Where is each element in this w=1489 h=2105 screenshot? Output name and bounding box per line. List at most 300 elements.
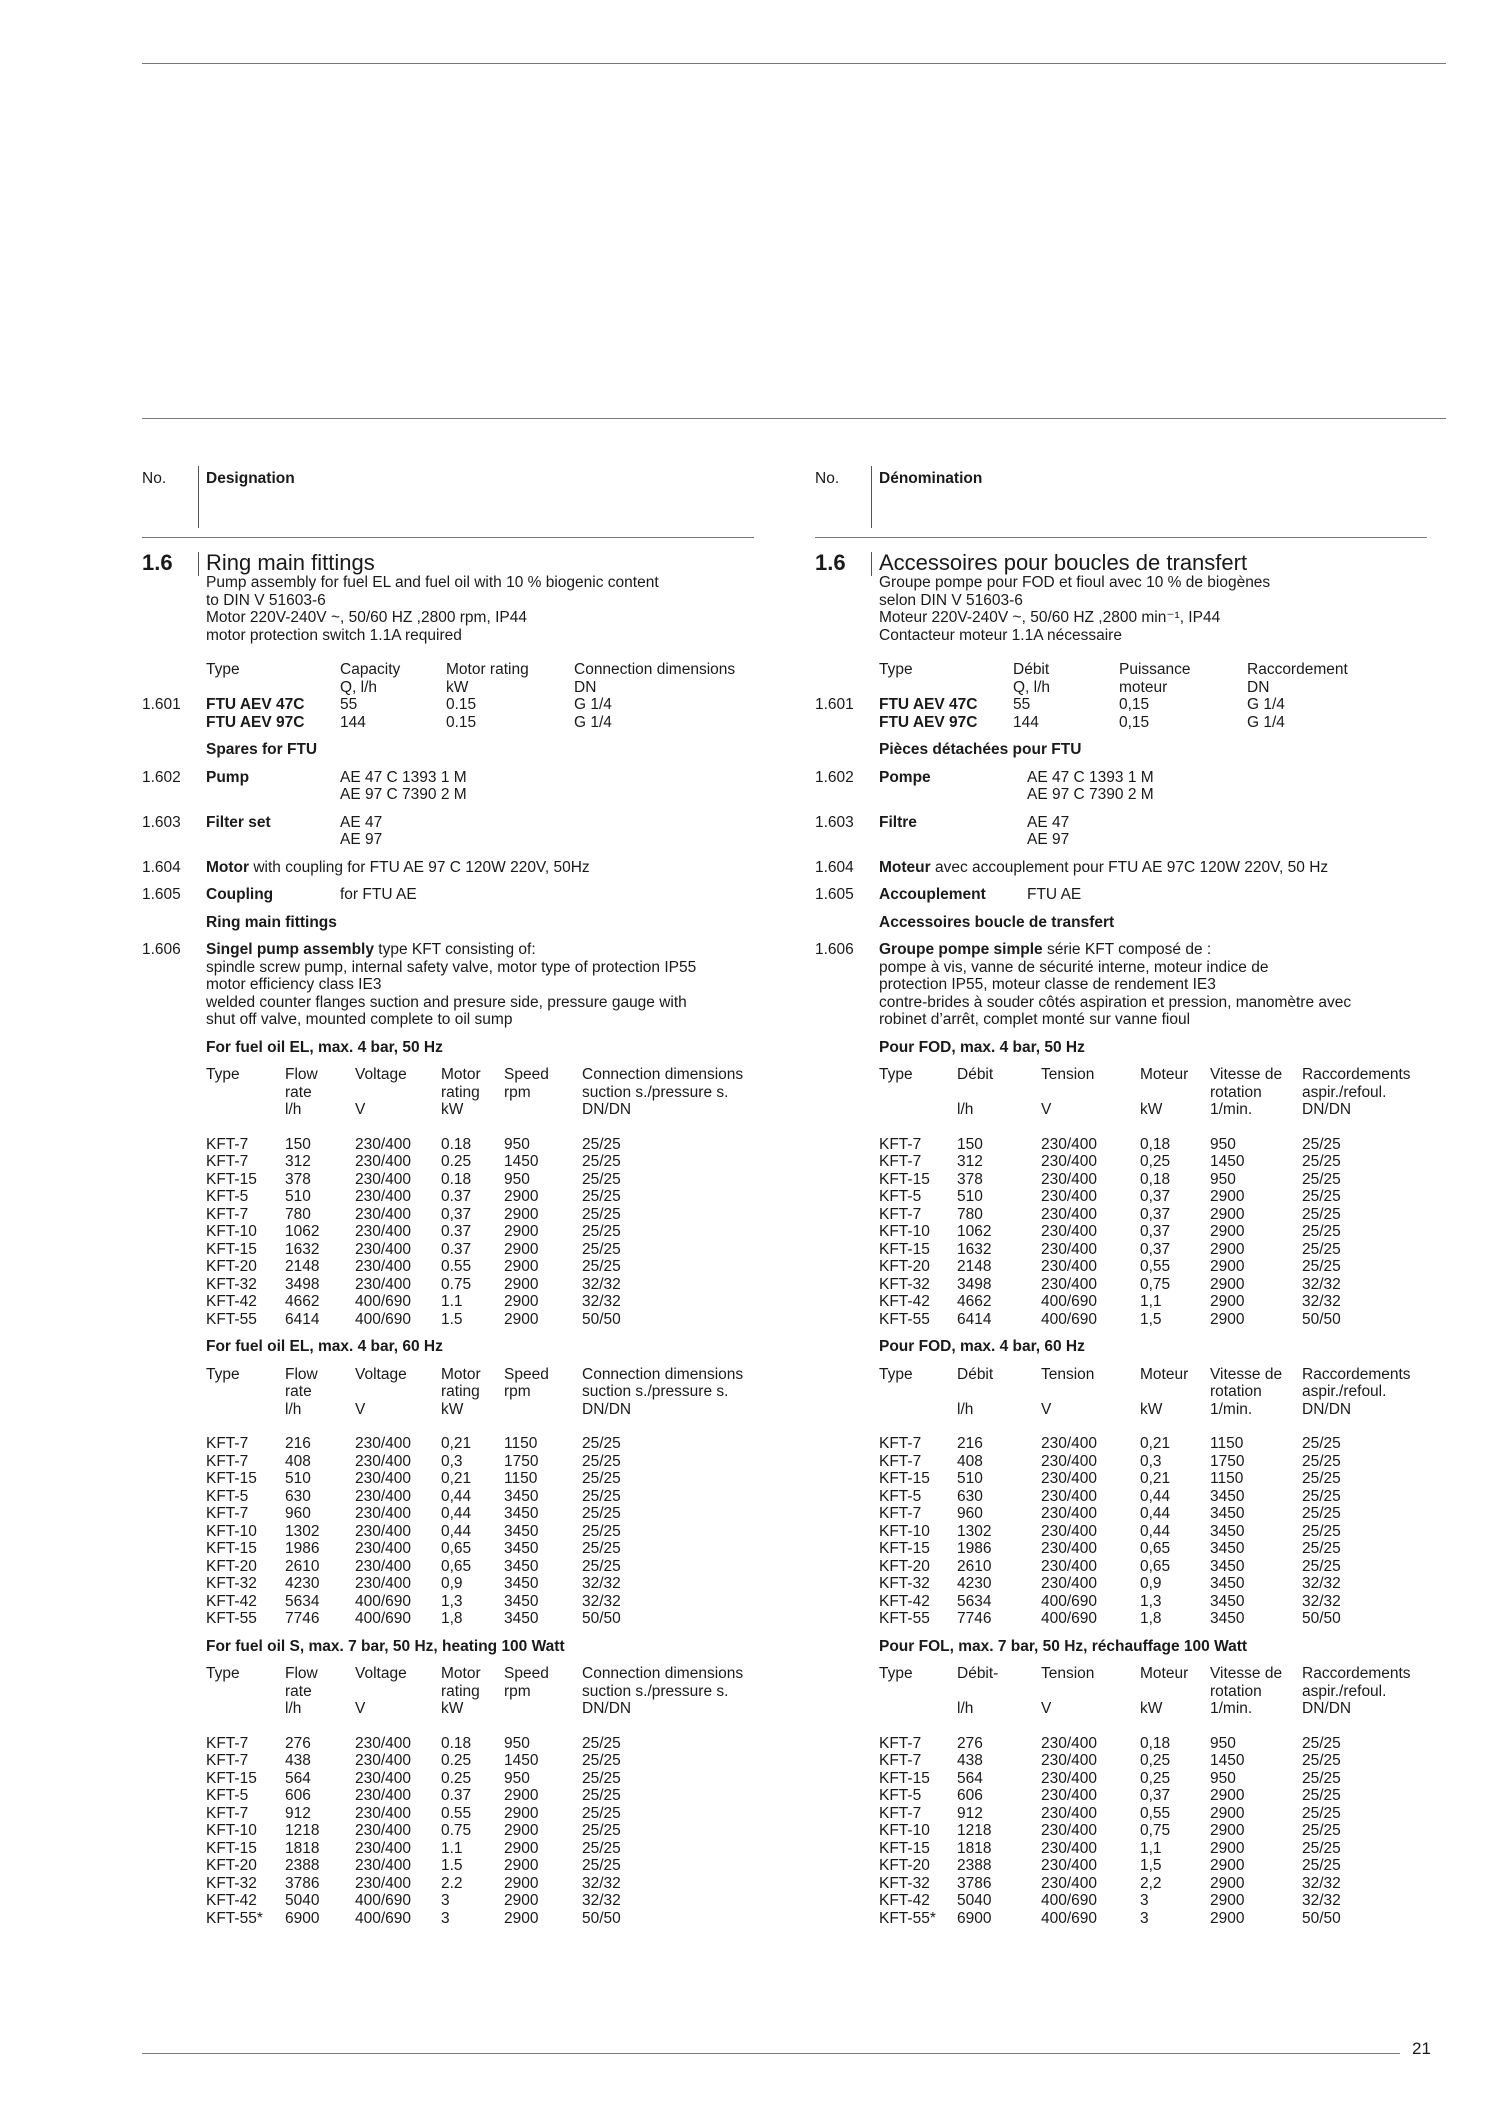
table-cell: 230/400	[1041, 1822, 1098, 1839]
table-cell: 230/400	[1041, 1874, 1098, 1892]
table-header-cell: Raccordements aspir./refoul. DN/DN	[1302, 1665, 1411, 1717]
table-cell: 2900	[1210, 1188, 1245, 1205]
table-cell: 400/690	[355, 1610, 412, 1627]
motor-body	[206, 859, 754, 877]
table-header-cell: Vitesse de rotation 1/min.	[1210, 1066, 1283, 1118]
table-cell: 150	[957, 1135, 983, 1153]
table-cell: 0,65	[441, 1557, 472, 1575]
table-cell: 32/32	[1302, 1575, 1341, 1592]
table-cell: 950	[1210, 1170, 1236, 1188]
table-cell: 230/400	[355, 1275, 412, 1293]
spacer	[815, 1655, 1427, 1665]
table-cell: 2900	[504, 1857, 539, 1874]
table-cell: 32/32	[582, 1592, 621, 1610]
table-body-row	[815, 1435, 1427, 1628]
table-header-cell: Speed rpm	[504, 1066, 549, 1101]
ftu-header-cell: Motor rating kW	[446, 661, 529, 696]
table-cell: 0,75	[1140, 1275, 1171, 1293]
table-cell: 1218	[957, 1822, 992, 1839]
table-cell: 5634	[285, 1592, 320, 1610]
table-title: Pour FOD, max. 4 bar, 60 Hz	[879, 1338, 1085, 1355]
table-cell: 400/690	[355, 1892, 412, 1909]
table-cell: 912	[285, 1804, 311, 1822]
coupling-body	[879, 886, 1427, 904]
table-header	[879, 1066, 1427, 1119]
table-cell: 2900	[1210, 1804, 1245, 1822]
table-cell: 2900	[504, 1822, 539, 1839]
table-cell: 378	[285, 1170, 311, 1188]
spacer	[142, 1056, 754, 1066]
table-body	[206, 1735, 754, 1928]
table-cell: 1450	[504, 1153, 539, 1170]
table-body	[879, 1435, 1427, 1628]
table-cell: 2900	[1210, 1205, 1245, 1223]
table-cell: 0,37	[1140, 1205, 1171, 1223]
table-cell: 950	[1210, 1135, 1236, 1153]
table-title-row	[815, 1039, 1427, 1057]
motor-text: with coupling for FTU AE 97 C 120W 220V, 50Hz	[249, 858, 590, 876]
table-cell: 0,37	[1140, 1223, 1171, 1240]
coupling-name: Accouplement	[879, 886, 986, 903]
motor-item	[815, 859, 1427, 877]
table-cell: 0,55	[1140, 1258, 1171, 1275]
table-cell: 400/690	[355, 1310, 412, 1328]
table-cell: KFT-15	[879, 1470, 930, 1487]
header-designation: Designation	[206, 470, 295, 487]
table-cell: KFT-5	[206, 1188, 249, 1205]
item-number: 1.602	[815, 768, 854, 786]
coupling-body	[206, 886, 754, 904]
table-body-row	[142, 1735, 754, 1928]
table-cell: 0.18	[441, 1135, 472, 1153]
table-cell: 32/32	[582, 1874, 621, 1892]
ftu-header	[206, 661, 754, 696]
single-pump-body	[206, 941, 754, 1029]
table-cell: 3450	[504, 1540, 539, 1557]
table-cell: 25/25	[582, 1487, 621, 1505]
table-cell: 3450	[1210, 1610, 1245, 1627]
table-cell: 216	[957, 1435, 983, 1452]
motor-name: Moteur	[879, 858, 931, 876]
table-cell: 400/690	[1041, 1293, 1098, 1310]
single-pump-body	[879, 941, 1427, 1029]
table-header-row	[142, 1066, 754, 1119]
table-title-row	[142, 1039, 754, 1057]
table-cell: 230/400	[355, 1452, 412, 1470]
table-cell: KFT-42	[879, 1293, 930, 1310]
table-cell: 32/32	[1302, 1874, 1341, 1892]
table-cell: 0,37	[441, 1205, 472, 1223]
table-cell: KFT-20	[206, 1258, 257, 1275]
motor-item	[142, 859, 754, 877]
table-cell: 1986	[957, 1540, 992, 1557]
table-header-cell: Voltage V	[355, 1365, 407, 1418]
ftu-cell: G 1/4	[1247, 713, 1285, 731]
table-cell: 7746	[957, 1610, 992, 1627]
table-cell: 2900	[1210, 1874, 1245, 1892]
table-cell: 3450	[1210, 1557, 1245, 1575]
ftu-header-row	[815, 661, 1427, 696]
table-title: For fuel oil EL, max. 4 bar, 50 Hz	[206, 1038, 443, 1056]
table-cell: 25/25	[1302, 1223, 1341, 1240]
table-cell: 230/400	[1041, 1787, 1098, 1804]
table-cell: 0,55	[1140, 1804, 1171, 1822]
table-header-cell: Tension V	[1041, 1066, 1095, 1118]
table-cell: 25/25	[1302, 1170, 1341, 1188]
table-body-row	[815, 1136, 1427, 1329]
table-cell: 0.55	[441, 1258, 472, 1275]
table-cell: 2900	[504, 1787, 539, 1804]
header-no: No.	[142, 470, 167, 487]
table-cell: 25/25	[1302, 1857, 1341, 1874]
table-cell: 230/400	[1041, 1188, 1098, 1205]
spare-item	[815, 814, 1427, 849]
table-cell: KFT-55*	[879, 1909, 936, 1927]
ftu-header-cell: Capacity Q, l/h	[340, 661, 401, 696]
table-cell: 2900	[504, 1240, 539, 1258]
table-cell: 312	[957, 1153, 983, 1170]
table-cell: 2900	[504, 1804, 539, 1822]
table-header-cell: Type	[879, 1365, 913, 1383]
table-cell: 0,18	[1140, 1135, 1171, 1153]
coupling-item	[815, 886, 1427, 904]
table-cell: 2900	[1210, 1275, 1245, 1293]
spacer	[142, 849, 754, 859]
spacer	[142, 904, 754, 914]
item-number: 1.603	[815, 813, 854, 831]
table-cell: 1150	[1210, 1470, 1244, 1487]
table-cell: 0,37	[1140, 1787, 1171, 1804]
table-cell: KFT-42	[206, 1592, 257, 1610]
table-cell: 25/25	[1302, 1522, 1341, 1540]
top-rule	[142, 63, 1446, 64]
spare-value: AE 47 C 1393 1 M AE 97 C 7390 2 M	[1027, 768, 1154, 803]
table-cell: 564	[285, 1769, 311, 1787]
spacer	[142, 931, 754, 941]
table-cell: 2900	[1210, 1240, 1245, 1258]
table-cell: 3450	[504, 1610, 539, 1627]
table-cell: 1,3	[1140, 1592, 1162, 1610]
table-cell: 230/400	[355, 1505, 412, 1522]
single-pump-text: série KFT composé de : pompe à vis, vanne de sécurité interne, moteur indice de protection IP55, moteur classe de rendement IE3 contre-brides à souder côtés aspiration et pression, manomètre avec robinet d’arrêt, complet monté sur vanne fioul	[879, 941, 1352, 1028]
section-1-6	[815, 552, 1427, 644]
table-cell: 25/25	[1302, 1804, 1341, 1822]
ftu-header-cell: Débit Q, l/h	[1013, 661, 1051, 696]
table-header-cell: Débit- l/h	[957, 1665, 999, 1717]
table-cell: 276	[957, 1734, 983, 1752]
table-cell: 4230	[957, 1575, 992, 1592]
table-header-cell: Type	[206, 1665, 240, 1682]
table-header-cell: Tension V	[1041, 1665, 1095, 1717]
table-cell: 0,9	[441, 1575, 463, 1592]
table-cell: 2900	[1210, 1822, 1245, 1839]
table-cell: KFT-10	[206, 1223, 257, 1240]
table-header-cell: Flow rate l/h	[285, 1665, 318, 1717]
table-cell: KFT-15	[879, 1839, 930, 1857]
table-cell: 4662	[285, 1293, 320, 1310]
table-cell: 230/400	[355, 1769, 412, 1787]
table-cell: 230/400	[1041, 1540, 1098, 1557]
table-cell: 2900	[1210, 1293, 1245, 1310]
table-cell: 230/400	[355, 1734, 412, 1752]
table-cell: 400/690	[1041, 1610, 1098, 1627]
table-cell: 3786	[957, 1874, 992, 1892]
table-cell: 3	[1140, 1909, 1149, 1927]
spacer	[142, 804, 754, 814]
table-cell: 0.55	[441, 1804, 472, 1822]
table-cell: KFT-15	[879, 1769, 930, 1787]
spares-title-row	[815, 741, 1427, 759]
table-cell: 960	[285, 1505, 311, 1522]
table-header	[879, 1366, 1427, 1419]
single-pump-name: Singel pump assembly	[206, 941, 374, 958]
table-cell: KFT-7	[206, 1734, 249, 1752]
table-cell: 230/400	[1041, 1223, 1098, 1240]
table-title-row	[142, 1338, 754, 1356]
table-cell: 230/400	[1041, 1575, 1098, 1592]
table-cell: 25/25	[1302, 1505, 1341, 1522]
table-cell: 1,5	[1140, 1857, 1162, 1874]
table-cell: 25/25	[582, 1170, 621, 1188]
spacer	[142, 731, 754, 741]
table-body	[879, 1735, 1427, 1928]
table-cell: 230/400	[1041, 1153, 1098, 1170]
table-cell: KFT-10	[206, 1522, 257, 1540]
table-cell: 0,75	[1140, 1822, 1171, 1839]
table-title-row	[142, 1638, 754, 1656]
spare-value: AE 47 AE 97	[1027, 813, 1070, 848]
table-cell: 25/25	[1302, 1769, 1341, 1787]
section-title: Accessoires pour boucles de transfert	[879, 550, 1248, 575]
table-cell: 32/32	[1302, 1293, 1341, 1310]
table-cell: 230/400	[355, 1787, 412, 1804]
item-number: 1.601	[142, 696, 181, 713]
table-cell: 400/690	[355, 1592, 412, 1610]
table-cell: 0,21	[1140, 1435, 1171, 1452]
table-cell: 0,44	[441, 1522, 472, 1540]
table-cell: 3	[1140, 1892, 1149, 1909]
table-body-row	[815, 1735, 1427, 1928]
coupling-item	[142, 886, 754, 904]
table-cell: 230/400	[1041, 1505, 1098, 1522]
spare-name: Pompe	[879, 768, 931, 786]
table-cell: 960	[957, 1505, 983, 1522]
table-header-cell: Connection dimensions suction s./pressure s. DN/DN	[582, 1066, 744, 1118]
ftu-header-cell: Puissance moteur	[1119, 661, 1191, 696]
table-cell: KFT-5	[206, 1487, 249, 1505]
table-cell: 32/32	[582, 1575, 621, 1592]
header-underline	[815, 537, 1427, 538]
bottom-rule	[142, 2053, 1400, 2054]
table-cell: 2900	[1210, 1909, 1245, 1927]
table-cell: KFT-7	[206, 1505, 249, 1522]
table-cell: 0,25	[1140, 1752, 1171, 1769]
table-header-cell: Type	[206, 1066, 240, 1083]
table-cell: 1062	[957, 1223, 992, 1240]
table-cell: 25/25	[1302, 1470, 1341, 1487]
spacer	[142, 1328, 754, 1338]
table-cell: KFT-7	[879, 1153, 922, 1170]
table-cell: 0,44	[441, 1505, 472, 1522]
table-cell: 780	[957, 1205, 983, 1223]
table-cell: 0,21	[441, 1435, 472, 1452]
table-cell: 0,9	[1140, 1575, 1162, 1592]
table-cell: 25/25	[582, 1857, 621, 1874]
header-no: No.	[815, 470, 840, 487]
table-cell: 230/400	[1041, 1487, 1098, 1505]
table-header	[206, 1066, 754, 1119]
ftu-cell: G 1/4	[1247, 696, 1285, 713]
right-column	[815, 460, 1427, 1927]
table-cell: KFT-32	[206, 1575, 257, 1592]
table-cell: 5040	[285, 1892, 320, 1909]
table-cell: 3498	[957, 1275, 992, 1293]
table-header-cell: Débit l/h	[957, 1365, 994, 1418]
table-cell: KFT-5	[879, 1487, 922, 1505]
table-cell: 230/400	[355, 1575, 412, 1592]
spare-body	[879, 769, 1427, 804]
table-cell: 32/32	[1302, 1892, 1341, 1909]
spacer	[815, 1356, 1427, 1366]
table-cell: 3450	[504, 1575, 539, 1592]
item-number: 1.602	[142, 768, 181, 786]
table-cell: 510	[285, 1188, 311, 1205]
motor-name: Motor	[206, 858, 250, 876]
table-cell: 1218	[285, 1822, 320, 1839]
table-cell: 230/400	[1041, 1839, 1098, 1857]
spacer	[815, 849, 1427, 859]
table-cell: 25/25	[582, 1135, 621, 1153]
table-cell: KFT-15	[879, 1170, 930, 1188]
spares-title: Spares for FTU	[206, 741, 318, 758]
table-body-row	[142, 1136, 754, 1329]
table-cell: 510	[285, 1470, 311, 1487]
table-cell: 1150	[1210, 1435, 1244, 1452]
item-number: 1.606	[142, 941, 181, 958]
table-cell: 3450	[504, 1592, 539, 1610]
header-underline	[142, 537, 754, 538]
motor-body	[879, 859, 1427, 877]
table-cell: 510	[957, 1188, 983, 1205]
table-cell: KFT-55	[206, 1310, 257, 1328]
table-cell: 25/25	[582, 1188, 621, 1205]
table-cell: KFT-55	[206, 1610, 257, 1627]
table-cell: 25/25	[582, 1734, 621, 1752]
table-header-cell: Moteur kW	[1140, 1365, 1189, 1418]
table-cell: 230/400	[355, 1188, 412, 1205]
table-cell: 2388	[285, 1857, 320, 1874]
table-header-cell: Motor rating kW	[441, 1066, 481, 1118]
table-cell: KFT-5	[879, 1188, 922, 1205]
table-cell: KFT-42	[879, 1592, 930, 1610]
spare-item	[815, 769, 1427, 804]
table-cell: 230/400	[355, 1240, 412, 1258]
table-cell: 0,44	[1140, 1487, 1171, 1505]
table-cell: KFT-15	[206, 1769, 257, 1787]
table-cell: KFT-42	[206, 1293, 257, 1310]
table-cell: 1150	[504, 1435, 538, 1452]
table-cell: KFT-7	[879, 1734, 922, 1752]
table-cell: 0,44	[1140, 1522, 1171, 1540]
table-cell: KFT-7	[206, 1153, 249, 1170]
table-cell: 438	[285, 1752, 311, 1769]
table-cell: KFT-7	[879, 1435, 922, 1452]
table-cell: 230/400	[1041, 1769, 1098, 1787]
table-cell: 50/50	[582, 1610, 621, 1627]
table-cell: 25/25	[582, 1505, 621, 1522]
spacer	[815, 1119, 1427, 1136]
ftu-header-cell: Raccordement DN	[1247, 661, 1348, 696]
table-cell: 3	[441, 1909, 450, 1927]
ftu-cell: 55	[340, 696, 358, 713]
table-header	[206, 1366, 754, 1419]
table-cell: 510	[957, 1470, 983, 1487]
table-body	[206, 1136, 754, 1329]
table-cell: 230/400	[355, 1874, 412, 1892]
section-title: Ring main fittings	[206, 550, 375, 575]
table-cell: 0,44	[1140, 1505, 1171, 1522]
table-cell: 3450	[1210, 1540, 1245, 1557]
ftu-table	[879, 696, 1427, 731]
table-cell: 230/400	[1041, 1522, 1098, 1540]
ftu-header-cell: Type	[206, 661, 240, 678]
table-cell: KFT-15	[879, 1540, 930, 1557]
table-cell: 438	[957, 1752, 983, 1769]
spare-item	[142, 769, 754, 804]
table-cell: 25/25	[1302, 1822, 1341, 1839]
table-cell: 950	[1210, 1769, 1236, 1787]
table-cell: 1302	[957, 1522, 992, 1540]
table-cell: 25/25	[582, 1769, 621, 1787]
table-header-cell: Connection dimensions suction s./pressure s. DN/DN	[582, 1665, 744, 1717]
table-cell: 0,3	[1140, 1452, 1162, 1470]
table-cell: KFT-7	[206, 1804, 249, 1822]
spacer	[815, 804, 1427, 814]
table-cell: 400/690	[1041, 1909, 1098, 1927]
table-cell: 400/690	[355, 1293, 412, 1310]
table-cell: 50/50	[582, 1310, 621, 1328]
section-1-6	[142, 552, 754, 644]
spare-item	[142, 814, 754, 849]
section-number: 1.6	[142, 550, 173, 575]
table-cell: 1986	[285, 1540, 320, 1557]
table-header-cell: Flow rate l/h	[285, 1365, 318, 1418]
table-cell: 25/25	[582, 1522, 621, 1540]
table-cell: 3450	[504, 1505, 539, 1522]
table-cell: 2610	[957, 1557, 992, 1575]
ftu-cell: 0,15	[1119, 713, 1150, 731]
table-cell: 230/400	[1041, 1275, 1098, 1293]
table-cell: 2610	[285, 1557, 320, 1575]
table-cell: 2900	[504, 1839, 539, 1857]
table-cell: 0.37	[441, 1240, 472, 1258]
table-cell: 3	[441, 1892, 450, 1909]
table-cell: 400/690	[355, 1909, 412, 1927]
table-header-cell: Débit l/h	[957, 1066, 994, 1118]
table-cell: 0,65	[1140, 1540, 1171, 1557]
table-cell: 3450	[504, 1487, 539, 1505]
table-cell: 3450	[1210, 1505, 1245, 1522]
spare-value: AE 47 C 1393 1 M AE 97 C 7390 2 M	[340, 768, 467, 803]
table-cell: 950	[504, 1769, 530, 1787]
table-body-row	[142, 1435, 754, 1628]
spare-body	[206, 814, 754, 849]
table-cell: 25/25	[582, 1804, 621, 1822]
table-cell: 25/25	[1302, 1135, 1341, 1153]
table-cell: 2.2	[441, 1874, 463, 1892]
table-header-cell: Vitesse de rotation 1/min.	[1210, 1365, 1283, 1418]
table-cell: 5634	[957, 1592, 992, 1610]
